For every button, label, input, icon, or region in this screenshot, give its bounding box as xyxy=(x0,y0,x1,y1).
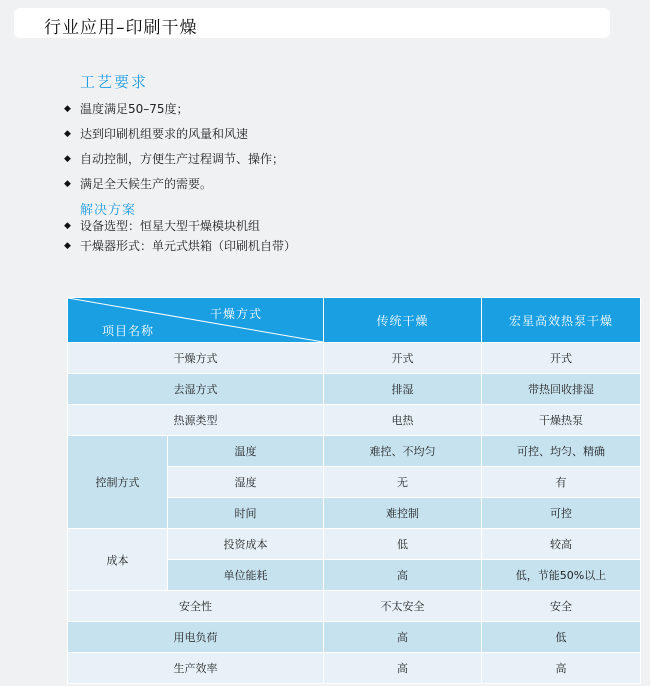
cell-heatpump: 低，节能50%以上 xyxy=(482,560,641,591)
row-label: 去湿方式 xyxy=(68,374,324,405)
cell-traditional: 高 xyxy=(324,560,482,591)
cell-heatpump: 可控 xyxy=(482,498,641,529)
list-item: ◆ 自动控制，方便生产过程调节、操作； xyxy=(64,150,284,175)
cell-traditional: 不太安全 xyxy=(324,591,482,622)
list-item: ◆ 干燥器形式：单元式烘箱（印刷机自带） xyxy=(64,237,296,257)
header-dry-method: 干燥方式 xyxy=(210,307,263,321)
list-item: ◆ 温度满足50–75度； xyxy=(64,100,284,125)
table-row xyxy=(68,343,641,374)
row-label: 生产效率 xyxy=(68,653,324,684)
header-traditional: 传统干燥 xyxy=(324,298,482,343)
cell-traditional: 难控制 xyxy=(324,498,482,529)
cell-heatpump: 带热回收排湿 xyxy=(482,374,641,405)
cell-traditional: 电热 xyxy=(324,405,482,436)
cell-heatpump: 有 xyxy=(482,467,641,498)
cell-heatpump: 低 xyxy=(482,622,641,653)
cell-traditional: 开式 xyxy=(324,343,482,374)
solution-heading: 解决方案 xyxy=(80,203,137,218)
cell-heatpump: 开式 xyxy=(482,343,641,374)
cell-traditional: 高 xyxy=(324,653,482,684)
cell-heatpump: 安全 xyxy=(482,591,641,622)
cell-traditional: 排湿 xyxy=(324,374,482,405)
diagonal-header-cell xyxy=(68,298,324,343)
cell-traditional: 低 xyxy=(324,529,482,560)
table-header-row xyxy=(68,298,641,343)
cell-heatpump: 干燥热泵 xyxy=(482,405,641,436)
table-row xyxy=(68,591,641,622)
list-item: ◆ 设备选型：恒星大型干燥模块机组 xyxy=(64,217,296,237)
row-label: 温度 xyxy=(168,436,324,467)
table-row xyxy=(68,405,641,436)
comparison-table xyxy=(67,297,641,684)
header-item-name: 项目名称 xyxy=(102,324,155,338)
table-row xyxy=(68,529,641,560)
requirements-list xyxy=(64,100,284,200)
table-row xyxy=(68,436,641,467)
row-label: 湿度 xyxy=(168,467,324,498)
solution-list xyxy=(64,217,296,257)
row-label: 热源类型 xyxy=(68,405,324,436)
requirements-heading: 工艺要求 xyxy=(80,73,149,91)
group-label-control: 控制方式 xyxy=(68,436,168,529)
row-label: 投资成本 xyxy=(168,529,324,560)
row-label: 时间 xyxy=(168,498,324,529)
table-row xyxy=(68,653,641,684)
cell-traditional: 难控、不均匀 xyxy=(324,436,482,467)
cell-traditional: 无 xyxy=(324,467,482,498)
page-title: 行业应用–印刷干燥 xyxy=(44,18,198,38)
group-label-cost: 成本 xyxy=(68,529,168,591)
table-row xyxy=(68,622,641,653)
list-item: ◆ 满足全天候生产的需要。 xyxy=(64,175,284,200)
row-label: 单位能耗 xyxy=(168,560,324,591)
table-row xyxy=(68,374,641,405)
row-label: 用电负荷 xyxy=(68,622,324,653)
cell-heatpump: 较高 xyxy=(482,529,641,560)
list-item: ◆ 达到印刷机组要求的风量和风速 xyxy=(64,125,284,150)
row-label: 干燥方式 xyxy=(68,343,324,374)
cell-traditional: 高 xyxy=(324,622,482,653)
row-label: 安全性 xyxy=(68,591,324,622)
cell-heatpump: 高 xyxy=(482,653,641,684)
header-heatpump: 宏星高效热泵干燥 xyxy=(482,298,641,343)
title-bar xyxy=(14,8,610,38)
cell-heatpump: 可控、均匀、精确 xyxy=(482,436,641,467)
